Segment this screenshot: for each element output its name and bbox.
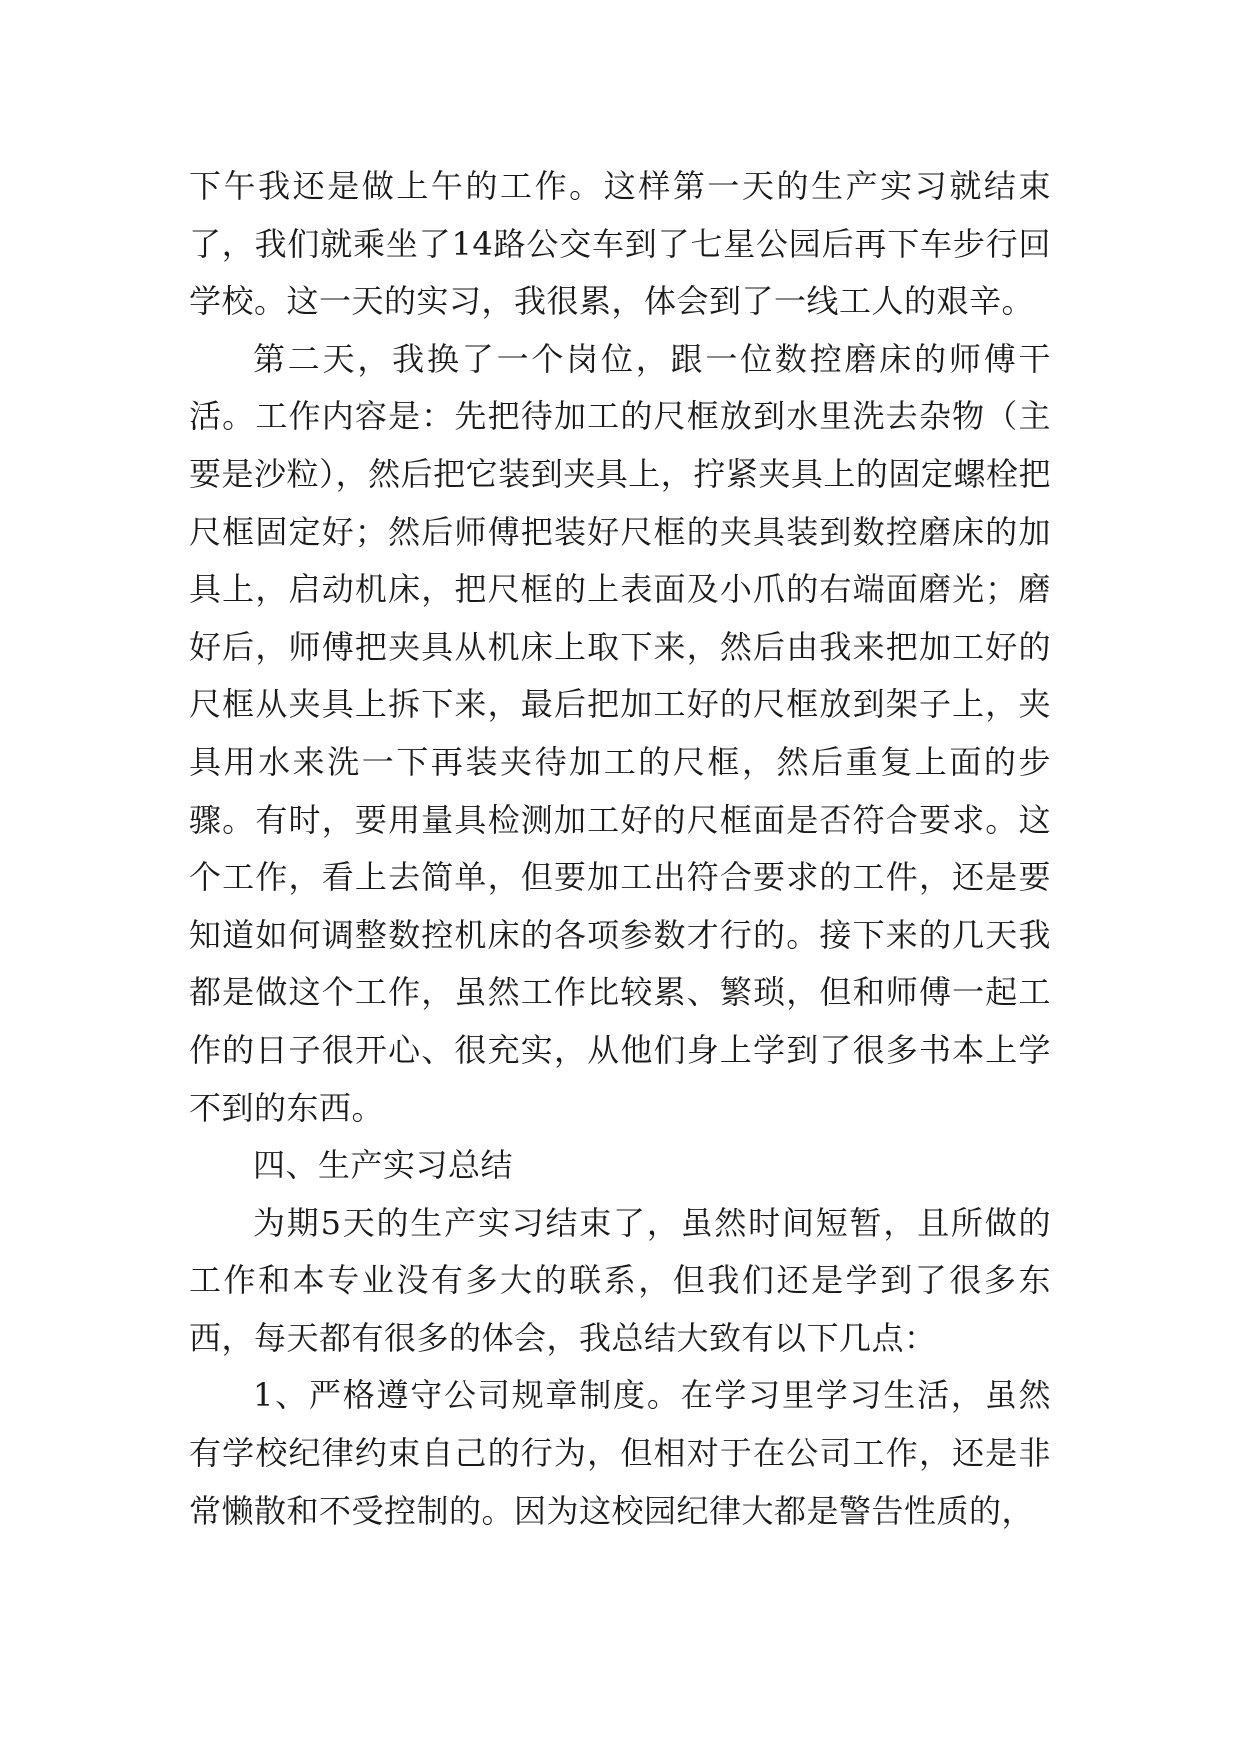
paragraph-day-two: 第二天，我换了一个岗位，跟一位数控磨床的师傅干活。工作内容是：先把待加工的尺框放到水里洗去杂物（主要是沙粒），然后把它装到夹具上，拧紧夹具上的固定螺栓把尺框固定好；然后师傅把装好尺框的夹具装到数控磨床的加具上，启动机床，把尺框的上表面及小爪的右端面磨光；磨好后，师傅把夹具从机床上取下来，然后由我来把加工好的尺框从夹具上拆下来，最后把加工好的尺框放到架子上，夹具用水来洗一下再装夹待加工的尺框，然后重复上面的步骤。有时，要用量具检测加工好的尺框面是否符合要求。这个工作，看上去简单，但要加工出符合要求的工件，还是要知道如何调整数控机床的各项参数才行的。接下来的几天我都是做这个工作，虽然工作比较累、繁琐，但和师傅一起工作的日子很开心、很充实，从他们身上学到了很多书本上学不到的东西。 <box>189 339 1051 1127</box>
section-heading-summary: 四、生产实习总结 <box>253 1146 514 1185</box>
paragraph-day-one-end: 下午我还是做上午的工作。这样第一天的生产实习就结束了，我们就乘坐了14路公交车到了七星公园后再下车步行回学校。这一天的实习，我很累，体会到了一线工人的艰辛。 <box>189 167 1051 321</box>
paragraph-summary-intro: 为期5天的生产实习结束了，虽然时间短暂，且所做的工作和本专业没有多大的联系，但我们还是学到了很多东西，每天都有很多的体会，我总结大致有以下几点： <box>189 1203 1051 1357</box>
document-body <box>189 158 1051 1540</box>
paragraph-point-one: 1、严格遵守公司规章制度。在学习里学习生活，虽然有学校纪律约束自己的行为，但相对于在公司工作，还是非常懒散和不受控制的。因为这校园纪律大都是警告性质的， <box>189 1376 1051 1530</box>
